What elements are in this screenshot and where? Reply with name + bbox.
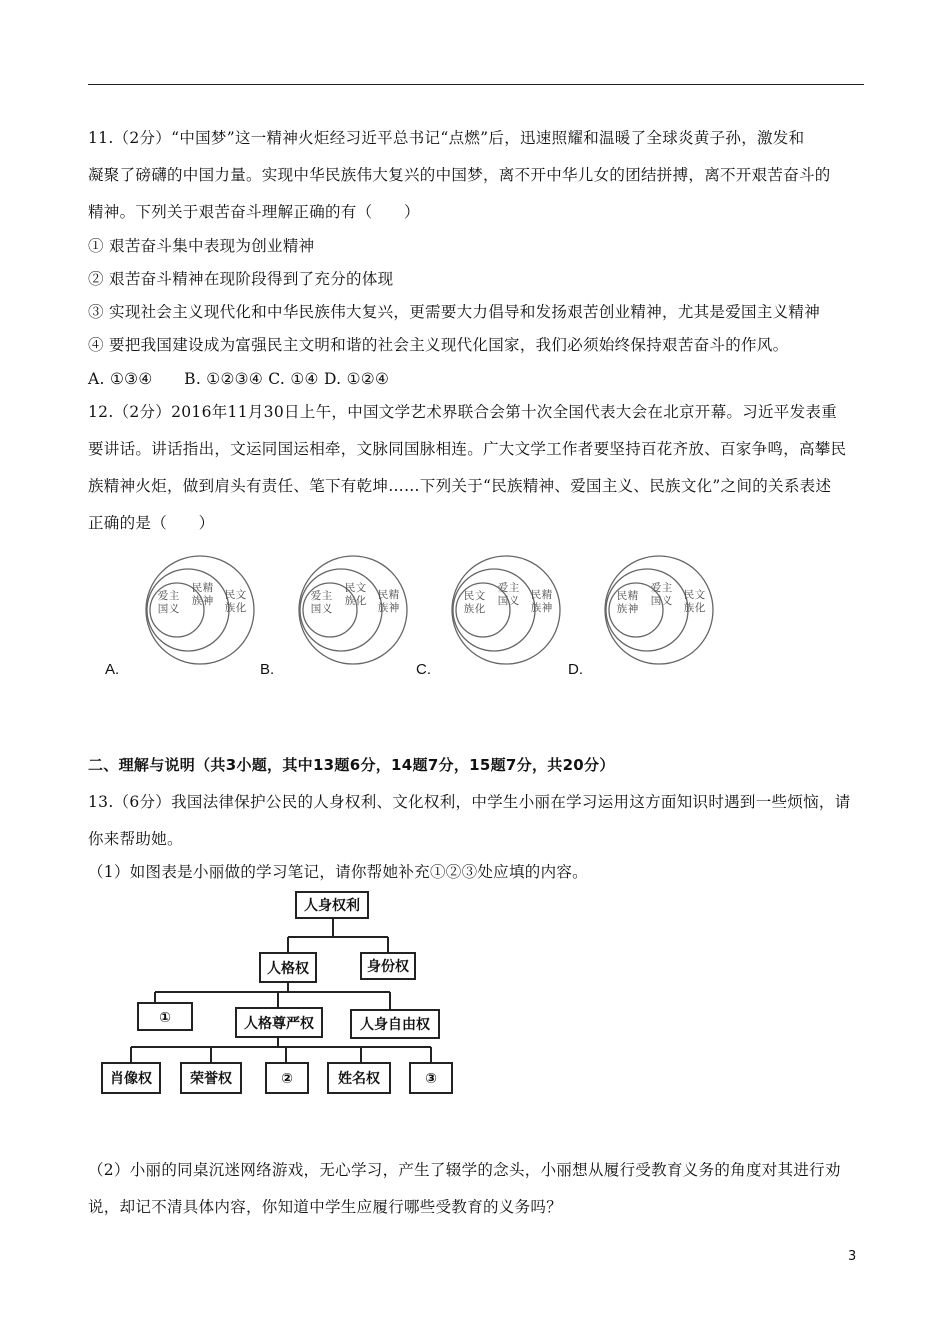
venn-inner-label: 义 (168, 603, 180, 615)
q11-statement: ③ 实现社会主义现代化和中华民族伟大复兴，更需要大力倡导和发扬艰苦创业精神，尤其是爱国主义精神 (88, 303, 821, 321)
venn-inner-label: 国 (310, 603, 322, 615)
venn-outer-label: 精 (388, 589, 400, 601)
q11-statement: ④ 要把我国建设成为富强民主文明和谐的社会主义现代化国家，我们必须始终保持艰苦奋斗的作风。 (88, 336, 789, 354)
q11-options: A. ①③④ B. ①②③④ C. ①④ D. ①②④ (88, 370, 390, 388)
venn-inner-label: 文 (474, 590, 486, 602)
venn-option-d[interactable] (594, 553, 724, 668)
tree-level2-label: ① (159, 1010, 171, 1026)
venn-inner-label: 精 (627, 590, 639, 602)
page-number: 3 (848, 1249, 857, 1264)
q12-line: 12.（2分）2016年11月30日上午，中国文学艺术界联合会第十次全国代表大会在北京开幕。习近平发表重 (88, 403, 838, 421)
venn-inner-label: 民 (463, 590, 475, 602)
section-2-heading: 二、理解与说明（共3小题，其中13题6分，14题7分，15题7分，共20分） (88, 756, 615, 774)
venn-inner-label: 化 (474, 603, 486, 615)
option-d-label: D. (568, 661, 583, 678)
venn-middle-label: 民 (344, 582, 356, 594)
venn-option-b[interactable] (288, 553, 418, 668)
tree-level3-label: 荣誉权 (190, 1071, 232, 1087)
venn-inner-label: 主 (168, 590, 180, 602)
q13-part1: （1）如图表是小丽做的学习笔记，请你帮她补充①②③处应填的内容。 (88, 863, 588, 881)
venn-middle-label: 义 (508, 595, 520, 607)
venn-middle-label: 爱 (497, 582, 509, 594)
venn-inner-label: 爱 (157, 590, 169, 602)
venn-middle-label: 义 (661, 595, 673, 607)
venn-outer-label: 族 (683, 602, 695, 614)
venn-outer-label: 民 (224, 589, 236, 601)
q11-line: 精神。下列关于艰苦奋斗理解正确的有（ ） (88, 203, 420, 221)
q12-line: 正确的是（ ） (88, 514, 215, 532)
q13-part2-line: 说，却记不清具体内容，你知道中学生应履行哪些受教育的义务吗？ (88, 1198, 563, 1216)
venn-outer-label: 神 (541, 602, 553, 614)
venn-outer-label: 族 (530, 602, 542, 614)
tree-level3-label: 肖像权 (110, 1071, 152, 1087)
tree-level1-label: 身份权 (367, 959, 409, 975)
venn-outer-label: 民 (683, 589, 695, 601)
venn-outer-label: 族 (377, 602, 389, 614)
q13-part2-line: （2）小丽的同桌沉迷网络游戏，无心学习，产生了辍学的念头，小丽想从履行受教育义务的角度对其进行劝 (88, 1161, 841, 1179)
venn-inner-label: 族 (616, 603, 628, 615)
venn-middle-label: 化 (355, 595, 367, 607)
venn-option-a[interactable] (135, 553, 265, 668)
venn-middle-label: 主 (508, 582, 520, 594)
venn-middle-label: 族 (191, 595, 203, 607)
venn-middle-label: 民 (191, 582, 203, 594)
venn-middle-label: 精 (202, 582, 214, 594)
q13-line: 13.（6分）我国法律保护公民的人身权利、文化权利，中学生小丽在学习运用这方面知识时遇到一些烦恼，请 (88, 793, 851, 811)
venn-inner-label: 族 (463, 603, 475, 615)
q11-statement: ① 艰苦奋斗集中表现为创业精神 (88, 237, 315, 255)
venn-inner-label: 爱 (310, 590, 322, 602)
venn-inner-label: 国 (157, 603, 169, 615)
q11-line: 11.（2分）“中国梦”这一精神火炬经习近平总书记“点燃”后，迅速照耀和温暖了全球炎黄子孙，激发和 (88, 129, 805, 147)
q12-line: 要讲话。讲话指出，文运同国运相牵，文脉同国脉相连。广大文学工作者要坚持百花齐放、百家争鸣，高攀民 (88, 440, 847, 458)
venn-outer-label: 族 (224, 602, 236, 614)
venn-inner-label: 民 (616, 590, 628, 602)
tree-level1-label: 人格权 (267, 961, 309, 977)
venn-middle-label: 族 (344, 595, 356, 607)
venn-outer-label: 民 (377, 589, 389, 601)
venn-middle-label: 国 (497, 595, 509, 607)
tree-level3-label: 姓名权 (338, 1071, 380, 1087)
venn-inner-label: 义 (321, 603, 333, 615)
venn-option-c[interactable] (441, 553, 571, 668)
option-b-label: B. (260, 661, 275, 678)
header-rule (88, 84, 864, 85)
tree-level2-label: 人身自由权 (360, 1017, 430, 1033)
q12-line: 族精神火炬，做到肩头有责任、笔下有乾坤……下列关于“民族精神、爱国主义、民族文化”之间的关系表述 (88, 477, 832, 495)
rights-tree-diagram (88, 885, 468, 1103)
tree-level3-label: ② (281, 1071, 293, 1087)
venn-inner-label: 神 (627, 603, 639, 615)
option-c-label: C. (416, 661, 431, 678)
q11-line: 凝聚了磅礴的中国力量。实现中华民族伟大复兴的中国梦，离不开中华儿女的团结拼搏，离不开艰苦奋斗的 (88, 166, 831, 184)
tree-root-label: 人身权利 (304, 898, 360, 914)
tree-level2-label: 人格尊严权 (244, 1016, 314, 1032)
q13-line: 你来帮助她。 (88, 830, 183, 848)
venn-middle-label: 国 (650, 595, 662, 607)
venn-middle-label: 神 (202, 595, 214, 607)
venn-outer-label: 化 (694, 602, 706, 614)
venn-middle-label: 主 (661, 582, 673, 594)
venn-middle-label: 文 (355, 582, 367, 594)
option-a-label: A. (105, 661, 120, 678)
q11-statement: ② 艰苦奋斗精神在现阶段得到了充分的体现 (88, 270, 394, 288)
tree-level3-label: ③ (425, 1071, 437, 1087)
venn-outer-label: 民 (530, 589, 542, 601)
venn-outer-label: 文 (235, 589, 247, 601)
venn-outer-label: 化 (235, 602, 247, 614)
venn-outer-label: 精 (541, 589, 553, 601)
venn-middle-label: 爱 (650, 582, 662, 594)
venn-outer-label: 神 (388, 602, 400, 614)
venn-outer-label: 文 (694, 589, 706, 601)
venn-inner-label: 主 (321, 590, 333, 602)
